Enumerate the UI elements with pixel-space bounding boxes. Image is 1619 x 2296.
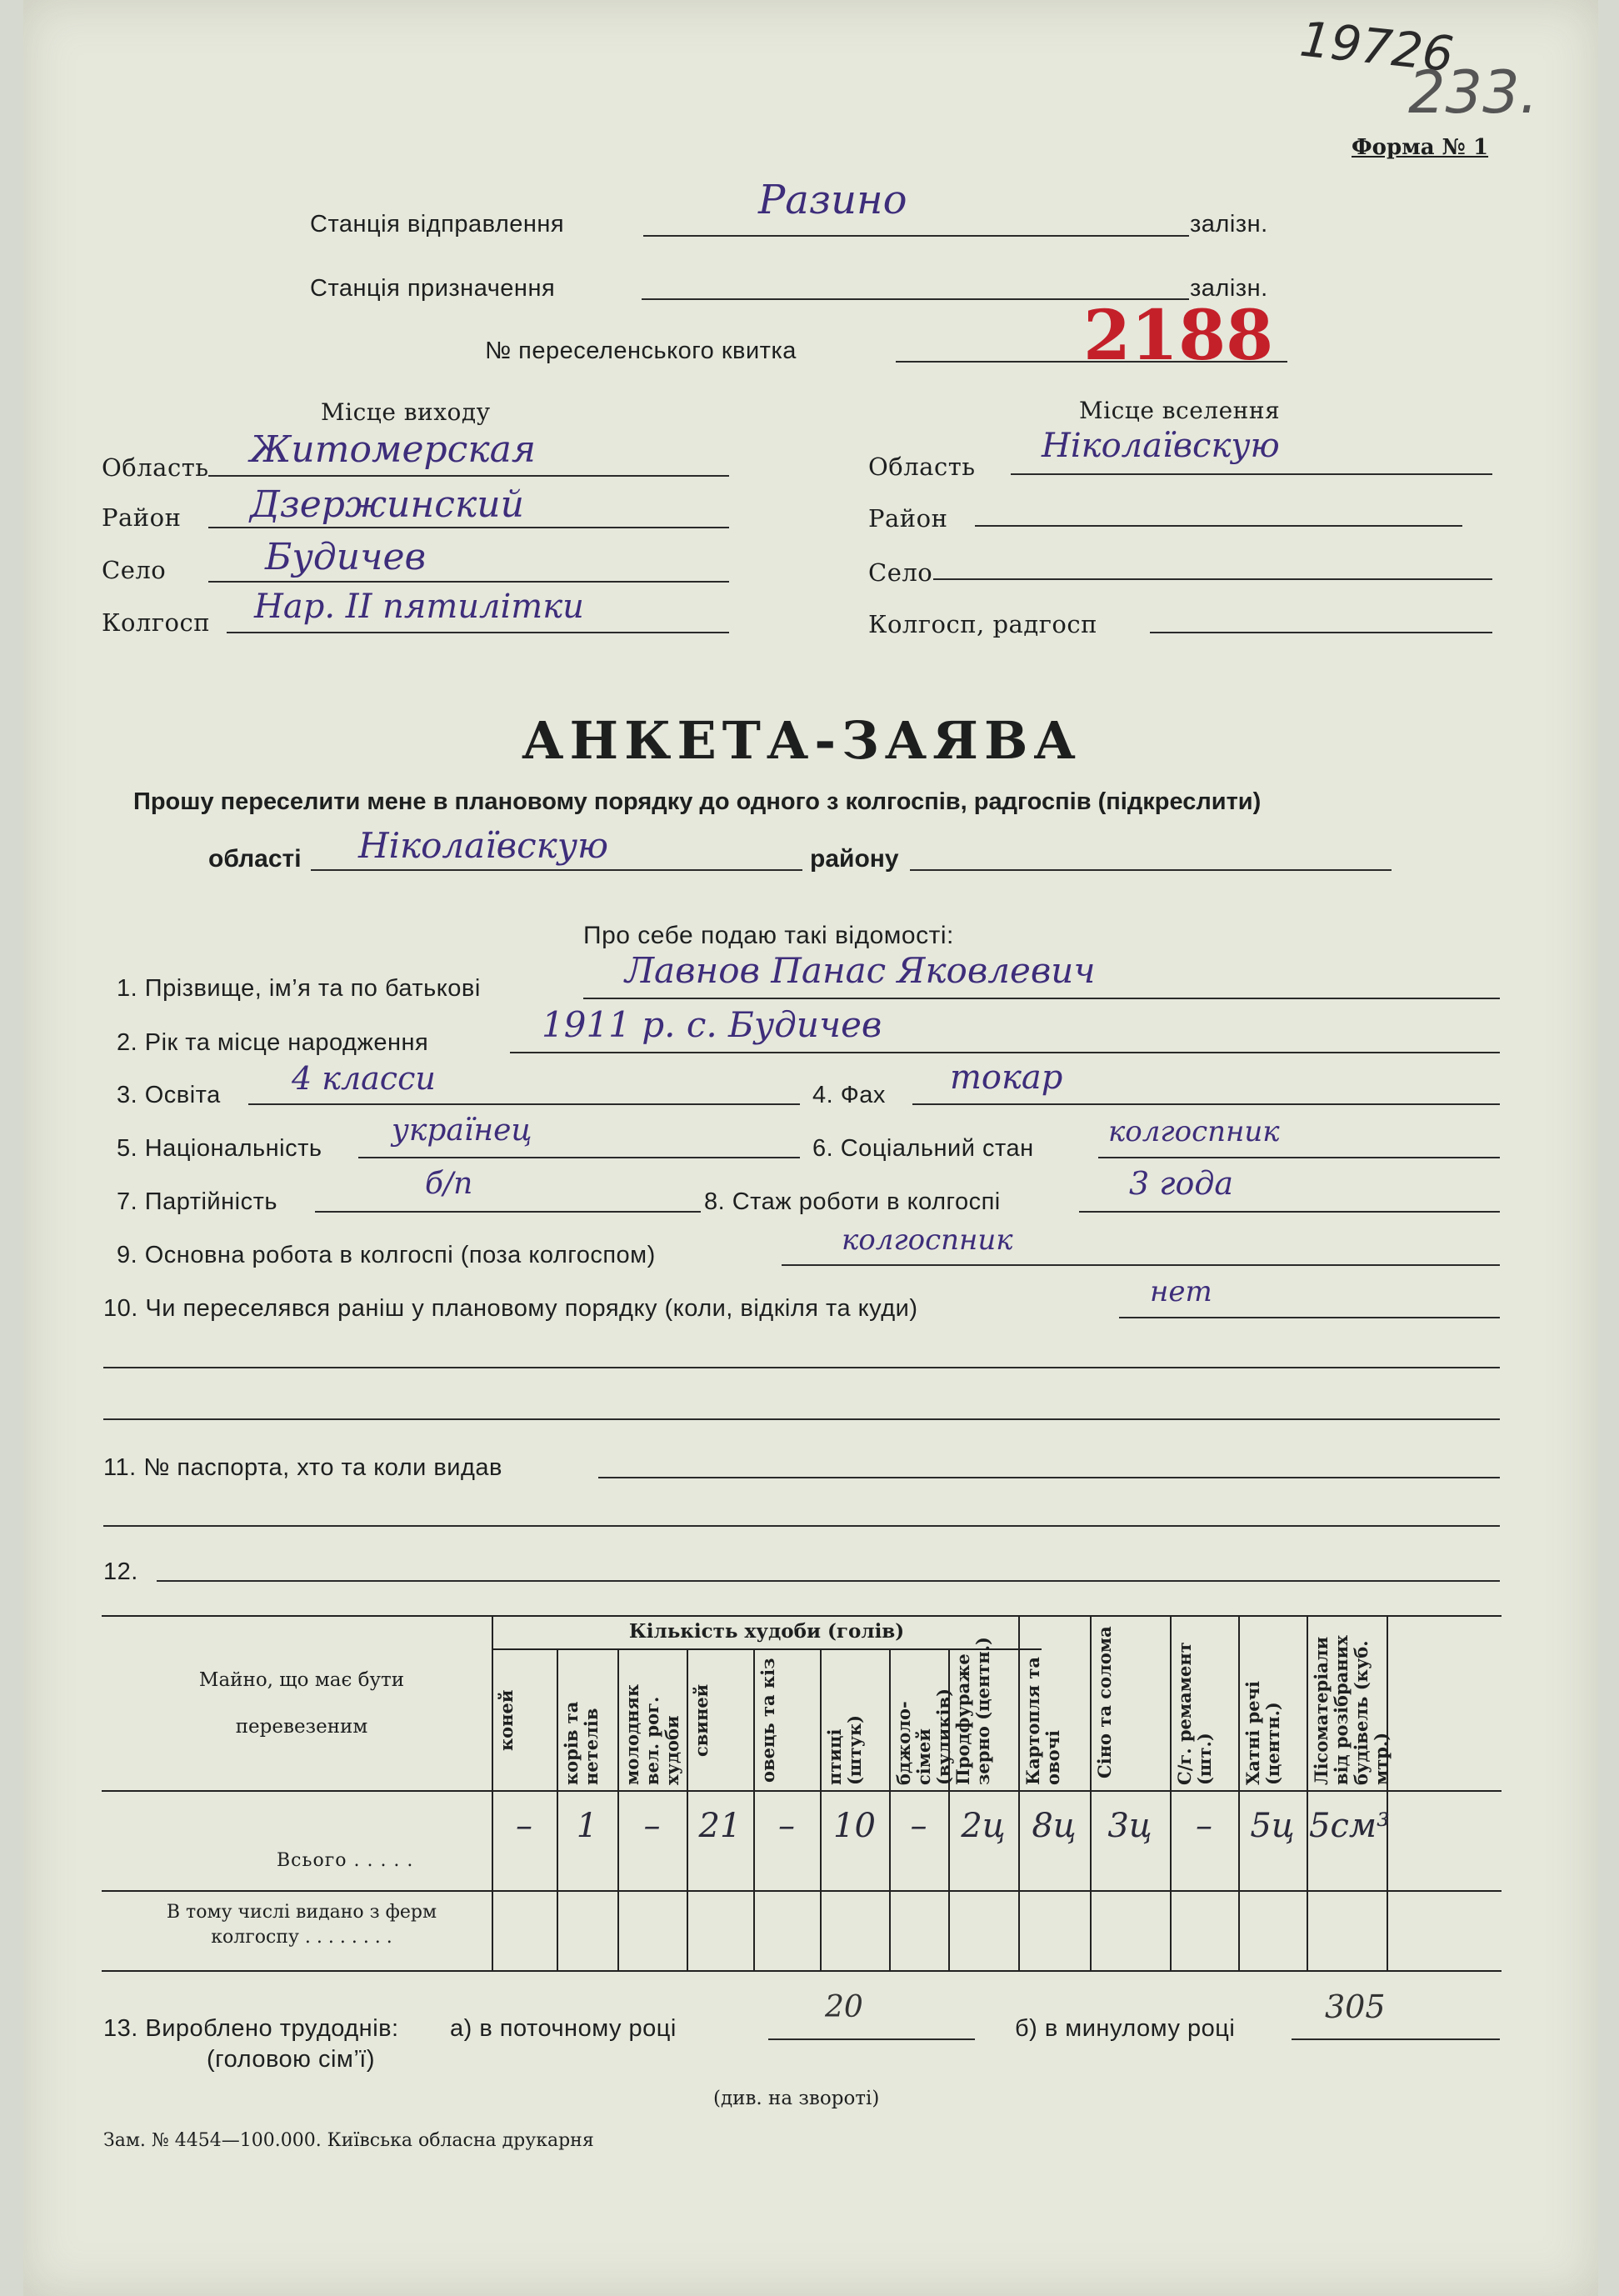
destination-raion-line bbox=[975, 525, 1462, 527]
field-10-line-2 bbox=[103, 1367, 1500, 1368]
table-column-header: молодняк вел. рог. худоби bbox=[622, 1683, 682, 1785]
departure-station-line bbox=[643, 235, 1189, 237]
field-4-line bbox=[912, 1103, 1500, 1105]
table-cell-total: – bbox=[910, 1807, 927, 1845]
destination-raion-label: Район bbox=[868, 504, 948, 533]
table-cell-total: – bbox=[1196, 1807, 1212, 1845]
row-farms-label: В тому числі видано з ферм колгоспу . . . . . . . . bbox=[166, 1902, 437, 1948]
field-8-label: 8. Стаж роботи в колгоспі bbox=[704, 1188, 1001, 1215]
table-cell-total: 8ц bbox=[1032, 1807, 1077, 1845]
workdays-previous-line bbox=[1292, 2038, 1500, 2040]
ticket-number-value: 2188 bbox=[1083, 296, 1274, 376]
table-top-border bbox=[102, 1615, 1502, 1617]
destination-kolhosp-line bbox=[1150, 632, 1492, 633]
field-6-label: 6. Соціальний стан bbox=[812, 1135, 1034, 1162]
destination-kolhosp-label: Колгосп, радгосп bbox=[868, 610, 1097, 638]
workdays-current-label: а) в поточному році bbox=[450, 2015, 677, 2042]
table-column-header: Сіно та солома bbox=[1094, 1626, 1115, 1779]
request-text: Прошу переселити мене в плановому порядку до одного з колгоспів, радгоспів (підкреслити) bbox=[133, 788, 1262, 815]
field-11-line-2 bbox=[103, 1525, 1500, 1527]
departure-suffix: залізн. bbox=[1190, 211, 1268, 238]
origin-kolhosp-line bbox=[227, 632, 729, 633]
table-column-header: коней bbox=[496, 1689, 517, 1751]
origin-selo-line bbox=[208, 581, 729, 583]
table-cell-total: – bbox=[778, 1807, 795, 1845]
form-number-label: Форма № 1 bbox=[1352, 135, 1489, 160]
origin-oblast-label: Область bbox=[102, 453, 209, 482]
field-8-line bbox=[1079, 1211, 1500, 1213]
table-column-header: корів та нетелів bbox=[561, 1701, 602, 1785]
field-12-line bbox=[157, 1580, 1500, 1582]
origin-oblast-line bbox=[208, 475, 729, 477]
table-column-divider bbox=[1170, 1615, 1172, 1970]
field-9-label: 9. Основна робота в колгоспі (поза колгоспом) bbox=[117, 1242, 656, 1268]
table-cell-total: 3ц bbox=[1107, 1807, 1152, 1845]
origin-selo-label: Село bbox=[102, 556, 167, 584]
table-column-header: Лісоматеріали від розібраних будівель (куб. мтр.) bbox=[1311, 1635, 1392, 1785]
table-cell-total: – bbox=[516, 1807, 532, 1845]
table-column-divider bbox=[492, 1615, 493, 1970]
property-header: Майно, що має бути перевезеним bbox=[198, 1669, 405, 1738]
field-3-line bbox=[248, 1103, 800, 1105]
property-table bbox=[102, 1607, 1502, 1972]
destination-suffix: залізн. bbox=[1190, 275, 1268, 302]
field-7-label: 7. Партійність bbox=[117, 1188, 277, 1215]
table-column-header: бджоло-сімей (вуликів) bbox=[893, 1688, 954, 1785]
field-7-value: б/п bbox=[425, 1167, 473, 1201]
departure-station-value: Разино bbox=[758, 177, 907, 223]
field-6-value: колгоспник bbox=[1108, 1115, 1280, 1148]
destination-station-label: Станція призначення bbox=[310, 275, 556, 302]
departure-station-label: Станція відправлення bbox=[310, 211, 565, 238]
field-1-line bbox=[583, 998, 1500, 999]
form-title: АНКЕТА-ЗАЯВА bbox=[522, 710, 1082, 771]
table-header-bottom-border bbox=[102, 1790, 1502, 1792]
field-1-value: Лавнов Панас Яковлевич bbox=[625, 950, 1096, 991]
origin-raion-label: Район bbox=[102, 503, 182, 532]
page-number: 233. bbox=[1408, 58, 1538, 127]
field-11-line bbox=[598, 1477, 1500, 1478]
table-column-header: Хатні речі (центн.) bbox=[1242, 1681, 1283, 1785]
field-3-value: 4 класси bbox=[292, 1060, 436, 1097]
field-11-label: 11. № паспорта, хто та коли видав bbox=[103, 1454, 502, 1481]
table-column-header: Картопля та овочі bbox=[1022, 1656, 1063, 1785]
field-7-line bbox=[315, 1211, 701, 1213]
table-column-header: птиці (штук) bbox=[824, 1714, 865, 1785]
request-raion-label: району bbox=[810, 845, 899, 873]
destination-oblast-line bbox=[1011, 473, 1492, 475]
table-cell-total: 2ц bbox=[961, 1807, 1006, 1845]
field-8-value: 3 года bbox=[1129, 1165, 1234, 1202]
origin-kolhosp-label: Колгосп bbox=[102, 608, 211, 637]
row-total-label: Всього . . . . . bbox=[277, 1850, 414, 1871]
field-5-label: 5. Національність bbox=[117, 1135, 322, 1162]
origin-oblast-value: Житомерская bbox=[250, 428, 536, 471]
field-1-label: 1. Прізвище, ім’я та по батькові bbox=[117, 975, 481, 1002]
table-column-divider bbox=[1090, 1615, 1092, 1970]
workdays-label: 13. Вироблено трудоднів: bbox=[103, 2015, 399, 2042]
intro-text: Про себе подаю такі відомості: bbox=[583, 922, 954, 949]
table-bottom-border bbox=[102, 1970, 1502, 1972]
table-cell-total: 5см³ bbox=[1309, 1807, 1391, 1845]
table-row-divider bbox=[102, 1890, 1502, 1892]
request-oblast-line bbox=[311, 869, 802, 871]
table-column-header: свиней bbox=[691, 1683, 712, 1757]
request-oblast-value: Ніколаївскую bbox=[358, 825, 609, 866]
field-10-line-3 bbox=[103, 1418, 1500, 1420]
destination-selo-label: Село bbox=[868, 558, 933, 587]
destination-selo-line bbox=[933, 578, 1492, 580]
destination-oblast-value: Ніколаївскую bbox=[1042, 427, 1280, 465]
field-4-value: токар bbox=[950, 1058, 1063, 1097]
field-10-value: нет bbox=[1150, 1275, 1212, 1308]
field-10-line bbox=[1119, 1317, 1500, 1318]
workdays-current-value: 20 bbox=[825, 1990, 863, 2024]
field-12-label: 12. bbox=[103, 1558, 138, 1585]
printer-note: Зам. № 4454—100.000. Київська обласна друкарня bbox=[103, 2130, 594, 2151]
table-column-divider bbox=[1387, 1615, 1388, 1970]
field-6-line bbox=[1098, 1157, 1500, 1158]
field-9-value: колгоспник bbox=[842, 1223, 1013, 1257]
table-column-divider bbox=[1238, 1615, 1240, 1970]
table-column-header: овець та кіз bbox=[757, 1658, 778, 1783]
field-10-label: 10. Чи переселявся раніш у плановому порядку (коли, відкіля та куди) bbox=[103, 1295, 918, 1322]
field-9-line bbox=[782, 1264, 1500, 1266]
field-2-value: 1911 р. с. Будичев bbox=[542, 1004, 882, 1045]
origin-title: Місце виходу bbox=[321, 398, 491, 426]
ticket-number-label: № переселенського квитка bbox=[485, 338, 797, 364]
table-cell-total: 10 bbox=[833, 1807, 876, 1845]
origin-raion-value: Дзержинский bbox=[250, 483, 524, 526]
table-column-header: Продфураже зерно (центн.) bbox=[952, 1637, 993, 1785]
table-cell-total: – bbox=[643, 1807, 661, 1845]
archive-number: 19726 bbox=[1297, 10, 1457, 83]
origin-kolhosp-value: Нар. II пятилітки bbox=[254, 588, 584, 626]
destination-title: Місце вселення bbox=[1079, 397, 1281, 424]
field-2-label: 2. Рік та місце народження bbox=[117, 1029, 429, 1056]
table-cell-total: 1 bbox=[576, 1807, 598, 1845]
livestock-header: Кількість худоби (голів) bbox=[628, 1620, 905, 1643]
workdays-previous-label: б) в минулому році bbox=[1015, 2015, 1236, 2042]
origin-raion-line bbox=[208, 527, 729, 528]
see-back-note: (див. на звороті) bbox=[713, 2088, 880, 2109]
table-column-divider bbox=[1307, 1615, 1308, 1970]
workdays-previous-value: 305 bbox=[1325, 1988, 1386, 2025]
workdays-sub-label: (головою сім’ї) bbox=[207, 2046, 376, 2073]
field-2-line bbox=[510, 1052, 1500, 1053]
field-3-label: 3. Освіта bbox=[117, 1082, 221, 1108]
table-cell-total: 21 bbox=[698, 1807, 742, 1845]
table-cell-total: 5ц bbox=[1250, 1807, 1295, 1845]
field-4-label: 4. Фах bbox=[812, 1082, 886, 1108]
request-raion-line bbox=[910, 869, 1392, 871]
request-oblast-label: області bbox=[208, 845, 302, 873]
table-column-divider bbox=[1018, 1615, 1020, 1970]
table-column-header: С/г. ремамент (шт.) bbox=[1174, 1642, 1215, 1785]
destination-oblast-label: Область bbox=[868, 453, 976, 481]
workdays-current-line bbox=[768, 2038, 975, 2040]
field-5-line bbox=[358, 1157, 800, 1158]
origin-selo-value: Будичев bbox=[265, 536, 427, 578]
field-5-value: українец bbox=[392, 1113, 532, 1148]
